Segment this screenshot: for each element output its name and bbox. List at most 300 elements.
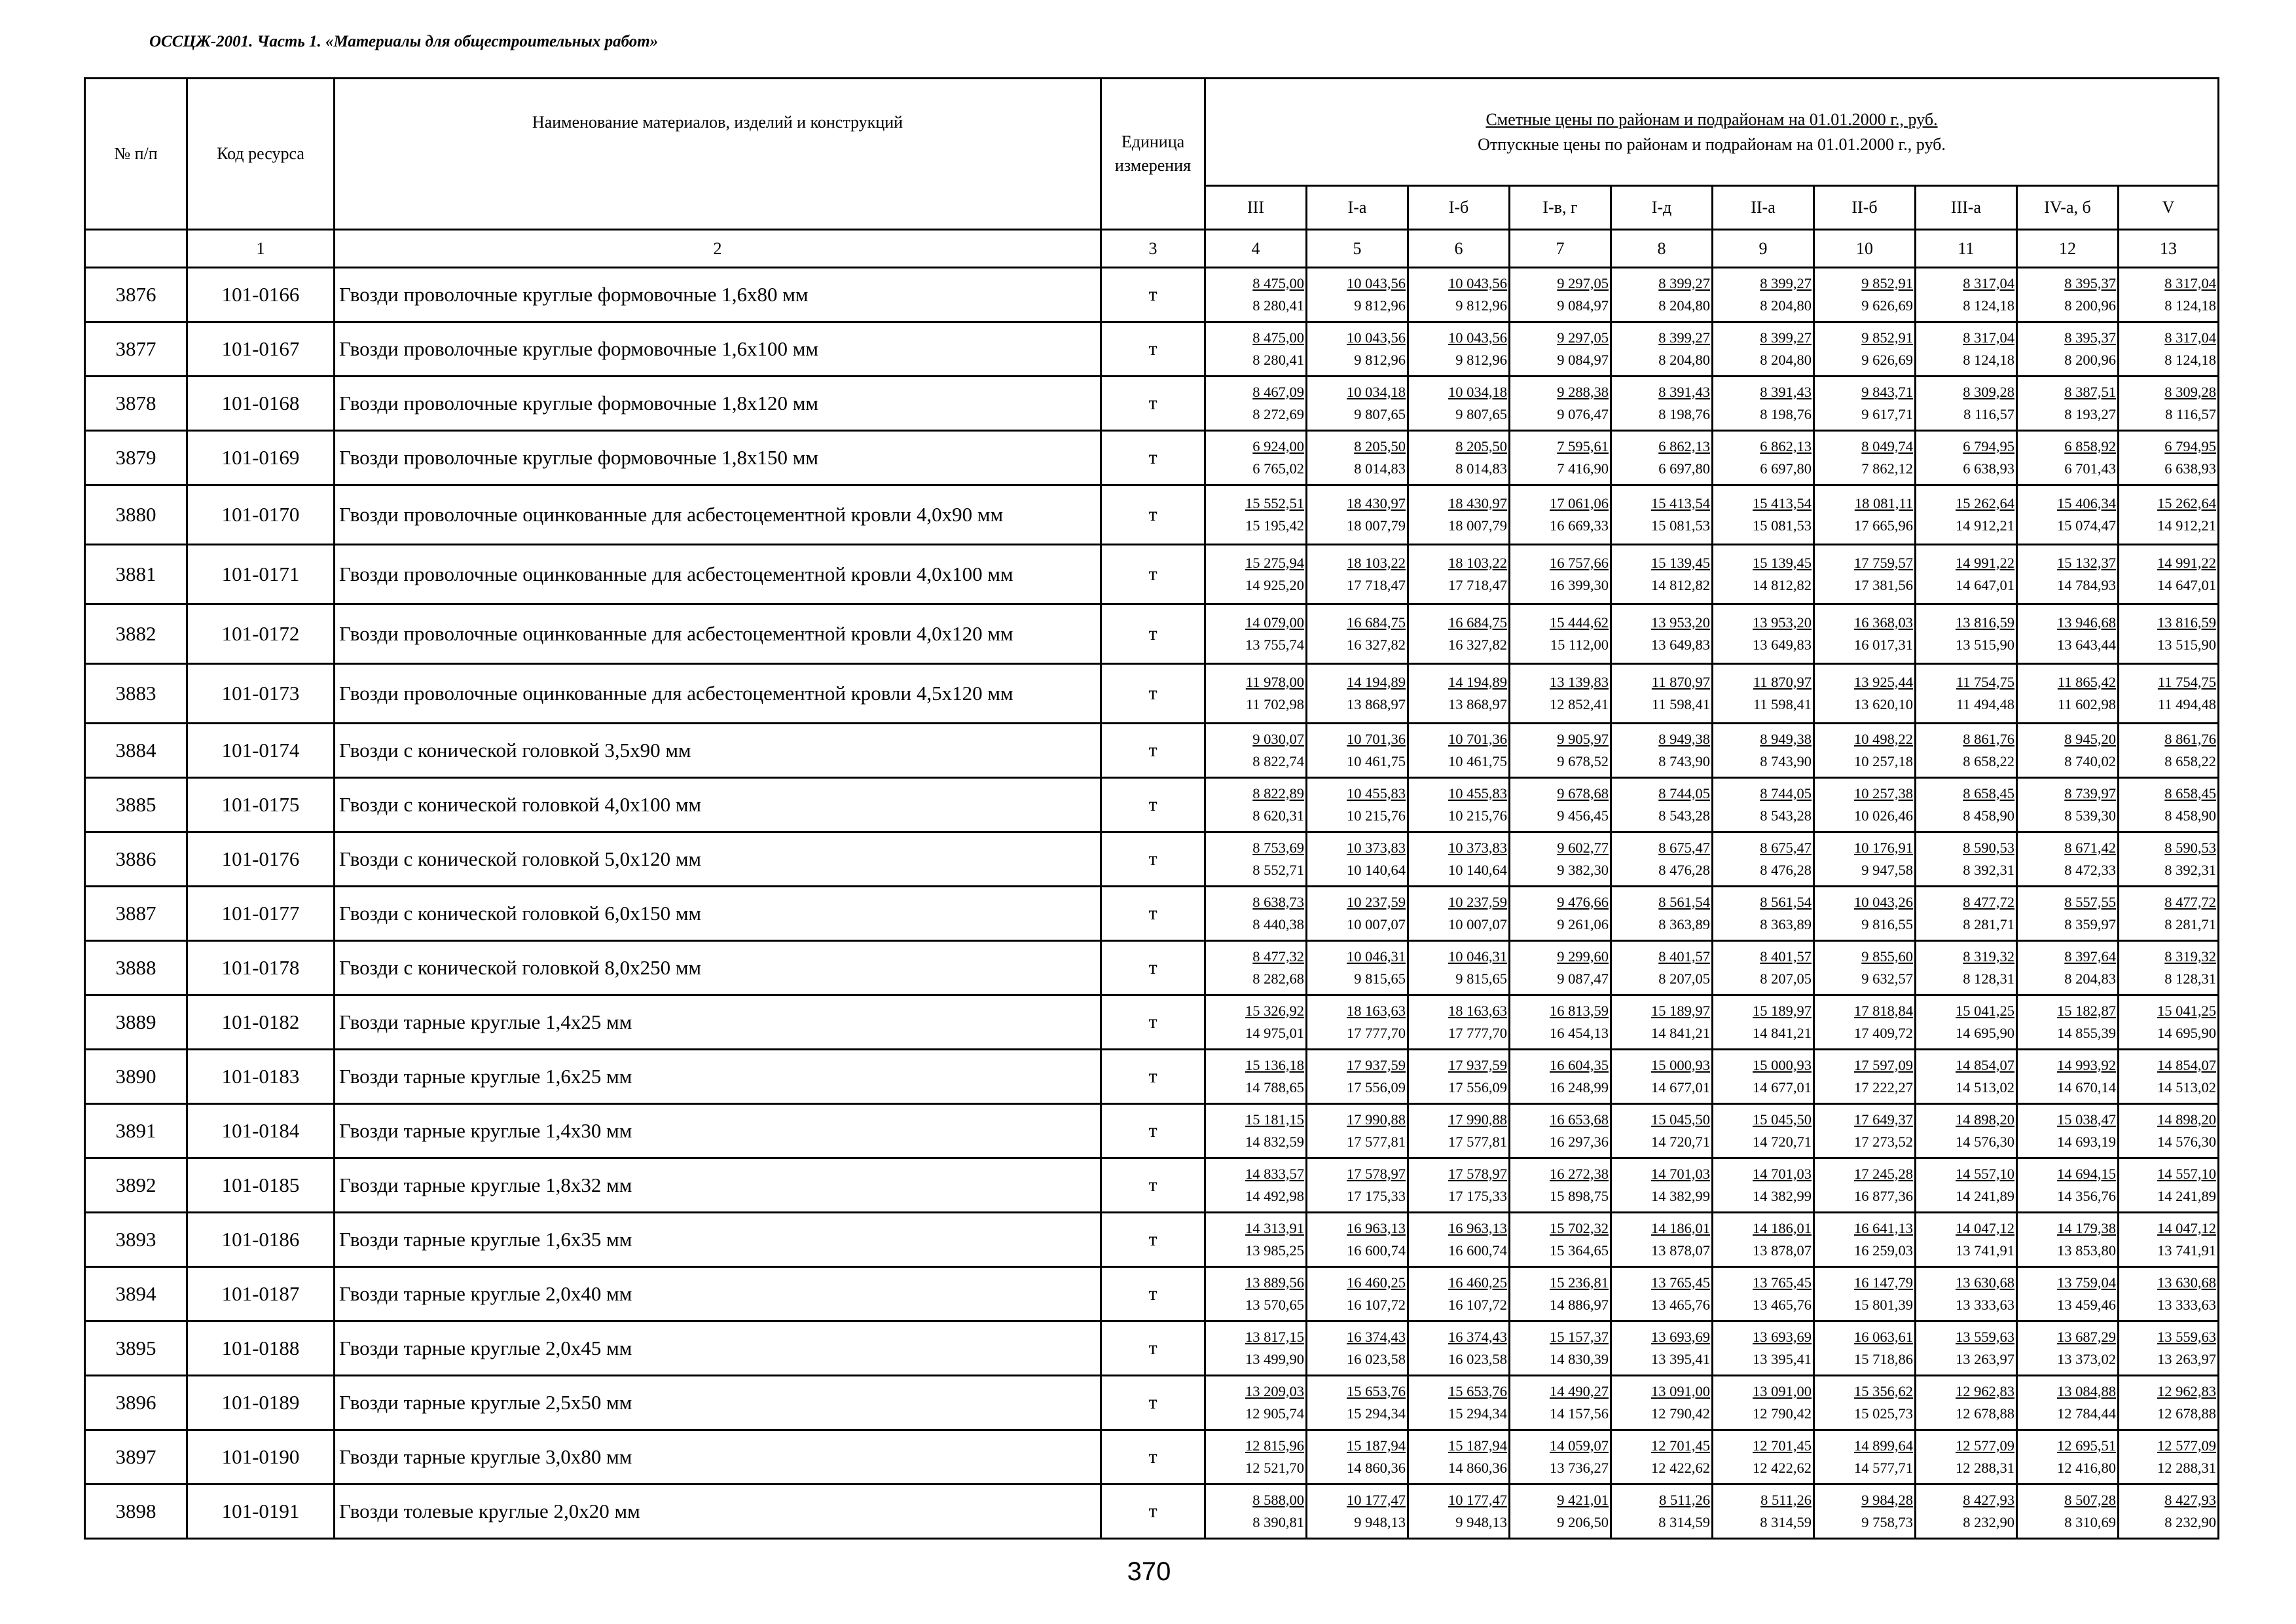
price-cell [1814, 545, 1916, 604]
price-cell [2017, 604, 2119, 664]
column-number: 6 [1408, 230, 1510, 268]
estimated-price: 17 578,97 [1347, 1165, 1406, 1182]
release-price: 14 647,01 [2157, 577, 2217, 593]
release-price: 14 841,21 [1651, 1025, 1710, 1041]
estimated-price: 18 103,22 [1448, 554, 1507, 571]
release-price: 17 718,47 [1448, 577, 1507, 593]
release-price: 16 600,74 [1448, 1242, 1507, 1259]
price-cell [1611, 1430, 1713, 1485]
price-cell [1916, 724, 2017, 778]
estimated-price: 13 693,69 [1753, 1328, 1812, 1345]
material-name: Гвозди проволочные оцинкованные для асбестоцементной кровли 4,0х120 мм [335, 604, 1101, 664]
release-price: 6 638,93 [1963, 460, 2014, 477]
price-cell [1307, 377, 1408, 431]
price-cell [2017, 1213, 2119, 1267]
estimated-price: 13 559,63 [2157, 1328, 2217, 1345]
estimated-price: 9 852,91 [1861, 274, 1913, 291]
row-number: 3883 [85, 664, 187, 724]
unit: т [1101, 1158, 1205, 1213]
estimated-price: 13 630,68 [1956, 1274, 2014, 1291]
release-price: 15 718,86 [1854, 1351, 1913, 1367]
release-price: 17 175,33 [1347, 1188, 1406, 1204]
estimated-price: 8 588,00 [1252, 1491, 1304, 1508]
price-cell [1916, 1321, 2017, 1376]
estimated-price: 12 577,09 [1956, 1437, 2014, 1454]
estimated-price: 8 319,32 [2164, 948, 2217, 965]
release-price: 14 788,65 [1245, 1079, 1304, 1096]
table-row [85, 664, 2219, 724]
estimated-price: 8 319,32 [1963, 948, 2014, 965]
release-price: 13 741,91 [2157, 1242, 2217, 1259]
estimated-price: 9 288,38 [1557, 383, 1609, 400]
estimated-price: 10 237,59 [1448, 893, 1507, 910]
estimated-price: 8 477,32 [1252, 948, 1304, 965]
release-price: 8 280,41 [1252, 352, 1304, 368]
release-price: 14 855,39 [2057, 1025, 2116, 1041]
price-cell [1205, 268, 1307, 322]
release-price: 16 107,72 [1347, 1297, 1406, 1313]
price-cell [1916, 1213, 2017, 1267]
release-price: 6 701,43 [2064, 460, 2116, 477]
estimated-price: 17 245,28 [1854, 1165, 1913, 1182]
estimated-price: 15 187,94 [1448, 1437, 1507, 1454]
estimated-price: 10 701,36 [1448, 730, 1507, 747]
price-cell [1814, 778, 1916, 832]
estimated-price: 16 653,68 [1550, 1111, 1609, 1128]
price-cell [2017, 1430, 2119, 1485]
estimated-price: 8 557,55 [2064, 893, 2116, 910]
price-cell [1408, 431, 1510, 485]
estimated-price: 15 189,97 [1651, 1002, 1710, 1019]
price-cell [1510, 1050, 1611, 1104]
price-cell [1307, 1485, 1408, 1539]
release-price: 14 157,56 [1550, 1405, 1609, 1422]
release-price: 14 784,93 [2057, 577, 2116, 593]
price-cell [1814, 1430, 1916, 1485]
release-price: 15 081,53 [1753, 517, 1812, 534]
resource-code: 101-0178 [187, 941, 335, 995]
release-price: 9 084,97 [1557, 297, 1609, 314]
estimated-price: 10 046,31 [1347, 948, 1406, 965]
estimated-price: 9 905,97 [1557, 730, 1609, 747]
material-name: Гвозди проволочные круглые формовочные 1,6х100 мм [335, 322, 1101, 377]
estimated-price: 11 870,97 [1753, 673, 1812, 690]
estimated-price: 13 209,03 [1245, 1382, 1304, 1399]
release-price: 13 499,90 [1245, 1351, 1304, 1367]
release-price: 11 494,48 [2157, 696, 2217, 712]
release-price: 13 853,80 [2057, 1242, 2116, 1259]
price-cell [1814, 941, 1916, 995]
table-row [85, 377, 2219, 431]
release-price: 15 294,34 [1448, 1405, 1507, 1422]
resource-code: 101-0171 [187, 545, 335, 604]
release-price: 12 790,42 [1753, 1405, 1812, 1422]
price-cell [1916, 995, 2017, 1050]
estimated-price: 8 949,38 [1760, 730, 1812, 747]
estimated-price: 15 326,92 [1245, 1002, 1304, 1019]
estimated-price: 17 578,97 [1448, 1165, 1507, 1182]
release-price: 8 392,31 [2164, 862, 2217, 878]
release-price: 9 678,52 [1557, 753, 1609, 769]
estimated-price: 15 000,93 [1753, 1056, 1812, 1073]
release-price: 17 556,09 [1347, 1079, 1406, 1096]
estimated-price: 17 937,59 [1347, 1056, 1406, 1073]
resource-code: 101-0184 [187, 1104, 335, 1158]
row-number: 3897 [85, 1430, 187, 1485]
release-price: 9 626,69 [1861, 352, 1913, 368]
region-header: I-а [1307, 186, 1408, 230]
estimated-price: 12 701,45 [1753, 1437, 1812, 1454]
table-row [85, 1213, 2219, 1267]
price-cell [1510, 1485, 1611, 1539]
estimated-price: 15 262,64 [2157, 494, 2217, 511]
price-cell [2017, 431, 2119, 485]
release-price: 14 812,82 [1753, 577, 1812, 593]
column-number: 8 [1611, 230, 1713, 268]
resource-code: 101-0172 [187, 604, 335, 664]
estimated-price: 10 043,56 [1347, 329, 1406, 346]
estimated-price: 8 675,47 [1760, 839, 1812, 856]
estimated-price: 10 034,18 [1448, 383, 1507, 400]
estimated-price: 8 671,42 [2064, 839, 2116, 856]
estimated-price: 16 374,43 [1448, 1328, 1507, 1345]
release-price: 8 310,69 [2064, 1514, 2116, 1530]
price-cell [1307, 887, 1408, 941]
estimated-price: 16 963,13 [1347, 1219, 1406, 1236]
estimated-price: 14 490,27 [1550, 1382, 1609, 1399]
release-price: 9 812,96 [1455, 352, 1507, 368]
release-price: 8 472,33 [2064, 862, 2116, 878]
price-cell [1205, 1104, 1307, 1158]
estimated-price: 8 391,43 [1658, 383, 1710, 400]
column-number: 7 [1510, 230, 1611, 268]
release-price: 8 200,96 [2064, 352, 2116, 368]
release-price: 17 175,33 [1448, 1188, 1507, 1204]
release-price: 16 017,31 [1854, 637, 1913, 653]
release-price: 12 790,42 [1651, 1405, 1710, 1422]
release-price: 12 852,41 [1550, 696, 1609, 712]
release-price: 14 830,39 [1550, 1351, 1609, 1367]
estimated-price: 16 272,38 [1550, 1165, 1609, 1182]
estimated-price: 8 395,37 [2064, 329, 2116, 346]
estimated-price: 10 176,91 [1854, 839, 1913, 856]
estimated-price: 8 399,27 [1658, 274, 1710, 291]
estimated-price: 8 753,69 [1252, 839, 1304, 856]
price-cell [1814, 268, 1916, 322]
region-header: II-а [1713, 186, 1814, 230]
estimated-price: 10 455,83 [1347, 784, 1406, 802]
release-price: 14 832,59 [1245, 1134, 1304, 1150]
release-price: 8 116,57 [2165, 406, 2217, 422]
price-cell [1307, 1213, 1408, 1267]
estimated-price: 16 063,61 [1854, 1328, 1913, 1345]
release-price: 8 014,83 [1455, 460, 1507, 477]
row-number: 3895 [85, 1321, 187, 1376]
release-price: 8 232,90 [1963, 1514, 2014, 1530]
price-cell [2017, 1485, 2119, 1539]
price-cell [2119, 604, 2219, 664]
price-cell [1510, 995, 1611, 1050]
release-price: 8 658,22 [1963, 753, 2014, 769]
release-price: 16 023,58 [1347, 1351, 1406, 1367]
price-cell [1916, 604, 2017, 664]
row-number: 3898 [85, 1485, 187, 1539]
estimated-price: 14 854,07 [2157, 1056, 2217, 1073]
estimated-price: 8 309,28 [2164, 383, 2217, 400]
table-row [85, 1267, 2219, 1321]
release-price: 12 288,31 [2157, 1460, 2217, 1476]
table-row [85, 1050, 2219, 1104]
page-number: 370 [1127, 1557, 1171, 1586]
price-table [84, 77, 2219, 1540]
price-cell [2119, 887, 2219, 941]
estimated-price: 17 990,88 [1448, 1111, 1507, 1128]
header-name: Наименование материалов, изделий и конструкций [335, 79, 1101, 230]
material-name: Гвозди тарные круглые 3,0х80 мм [335, 1430, 1101, 1485]
release-price: 9 084,97 [1557, 352, 1609, 368]
release-price: 8 281,71 [2164, 916, 2217, 932]
material-name: Гвозди проволочные оцинкованные для асбестоцементной кровли 4,0х100 мм [335, 545, 1101, 604]
release-price: 8 740,02 [2064, 753, 2116, 769]
price-cell [1713, 995, 1814, 1050]
table-row [85, 545, 2219, 604]
unit: т [1101, 322, 1205, 377]
estimated-price: 17 061,06 [1550, 494, 1609, 511]
estimated-price: 9 421,01 [1557, 1491, 1609, 1508]
price-cell [1408, 377, 1510, 431]
column-number: 4 [1205, 230, 1307, 268]
release-price: 13 395,41 [1651, 1351, 1710, 1367]
material-name: Гвозди тарные круглые 2,0х40 мм [335, 1267, 1101, 1321]
release-price: 14 492,98 [1245, 1188, 1304, 1204]
price-cell [1205, 377, 1307, 431]
release-price: 8 476,28 [1658, 862, 1710, 878]
header-unit: Единица измерения [1101, 79, 1205, 230]
row-number: 3885 [85, 778, 187, 832]
price-cell [1205, 941, 1307, 995]
price-cell [1510, 832, 1611, 887]
price-cell [1611, 1485, 1713, 1539]
estimated-price: 6 794,95 [1963, 437, 2014, 454]
document-header: ОССЦЖ-2001. Часть 1. «Материалы для общестроительных работ» [149, 33, 659, 50]
release-price: 10 026,46 [1854, 807, 1913, 824]
release-price: 8 543,28 [1658, 807, 1710, 824]
release-price: 13 755,74 [1245, 637, 1304, 653]
release-price: 10 257,18 [1854, 753, 1913, 769]
estimated-price: 14 047,12 [2157, 1219, 2217, 1236]
release-price: 8 124,18 [1963, 352, 2014, 368]
estimated-price: 13 630,68 [2157, 1274, 2217, 1291]
unit: т [1101, 995, 1205, 1050]
price-cell [1510, 1376, 1611, 1430]
price-cell [1814, 1213, 1916, 1267]
estimated-price: 15 157,37 [1550, 1328, 1609, 1345]
estimated-price: 8 638,73 [1252, 893, 1304, 910]
price-cell [1408, 995, 1510, 1050]
price-cell [1408, 941, 1510, 995]
estimated-price: 18 430,97 [1448, 494, 1507, 511]
price-cell [2017, 1158, 2119, 1213]
price-cell [1611, 724, 1713, 778]
price-cell [1408, 724, 1510, 778]
material-name: Гвозди проволочные круглые формовочные 1,6х80 мм [335, 268, 1101, 322]
release-price: 17 665,96 [1854, 517, 1913, 534]
price-cell [1611, 1158, 1713, 1213]
release-price: 8 440,38 [1252, 916, 1304, 932]
estimated-price: 13 084,88 [2057, 1382, 2116, 1399]
release-price: 14 860,36 [1448, 1460, 1507, 1476]
release-price: 8 200,96 [2064, 297, 2116, 314]
estimated-price: 9 855,60 [1861, 948, 1913, 965]
price-cell [1510, 268, 1611, 322]
resource-code: 101-0182 [187, 995, 335, 1050]
estimated-price: 10 237,59 [1347, 893, 1406, 910]
release-price: 9 206,50 [1557, 1514, 1609, 1530]
release-price: 16 669,33 [1550, 517, 1609, 534]
price-cell [1916, 1430, 2017, 1485]
release-price: 15 364,65 [1550, 1242, 1609, 1259]
price-cell [1814, 1485, 1916, 1539]
price-cell [1307, 995, 1408, 1050]
region-header: II-б [1814, 186, 1916, 230]
price-cell [2017, 664, 2119, 724]
price-cell [1713, 1267, 1814, 1321]
release-price: 9 947,58 [1861, 862, 1913, 878]
release-price: 12 905,74 [1245, 1405, 1304, 1422]
price-cell [1713, 431, 1814, 485]
price-cell [1611, 941, 1713, 995]
release-price: 8 314,59 [1658, 1514, 1710, 1530]
estimated-price: 13 091,00 [1651, 1382, 1710, 1399]
release-price: 8 363,89 [1760, 916, 1812, 932]
release-price: 14 860,36 [1347, 1460, 1406, 1476]
price-cell [1611, 664, 1713, 724]
estimated-price: 9 602,77 [1557, 839, 1609, 856]
price-cell [1510, 545, 1611, 604]
price-cell [2017, 1104, 2119, 1158]
estimated-price: 8 399,27 [1760, 274, 1812, 291]
estimated-price: 10 043,56 [1347, 274, 1406, 291]
release-price: 8 476,28 [1760, 862, 1812, 878]
price-cell [2017, 778, 2119, 832]
release-price: 7 862,12 [1861, 460, 1913, 477]
price-cell [1814, 1267, 1916, 1321]
row-number: 3889 [85, 995, 187, 1050]
release-price: 8 124,18 [2164, 352, 2217, 368]
estimated-price: 9 030,07 [1252, 730, 1304, 747]
release-price: 8 282,68 [1252, 970, 1304, 987]
price-cell [1205, 1267, 1307, 1321]
estimated-price: 16 460,25 [1347, 1274, 1406, 1291]
estimated-price: 18 163,63 [1347, 1002, 1406, 1019]
release-price: 13 878,07 [1651, 1242, 1710, 1259]
release-price: 13 465,76 [1651, 1297, 1710, 1313]
release-price: 14 382,99 [1651, 1188, 1710, 1204]
release-price: 14 576,30 [2157, 1134, 2217, 1150]
material-name: Гвозди с конической головкой 3,5х90 мм [335, 724, 1101, 778]
price-cell [1916, 1267, 2017, 1321]
price-cell [1510, 1267, 1611, 1321]
column-number: 10 [1814, 230, 1916, 268]
price-cell [1814, 995, 1916, 1050]
estimated-price: 8 945,20 [2064, 730, 2116, 747]
estimated-price: 6 794,95 [2164, 437, 2217, 454]
row-number: 3886 [85, 832, 187, 887]
price-cell [2017, 268, 2119, 322]
estimated-price: 14 047,12 [1956, 1219, 2014, 1236]
estimated-price: 6 858,92 [2064, 437, 2116, 454]
unit: т [1101, 941, 1205, 995]
estimated-price: 15 139,45 [1651, 554, 1710, 571]
resource-code: 101-0188 [187, 1321, 335, 1376]
price-cell [2119, 431, 2219, 485]
price-cell [1916, 832, 2017, 887]
price-cell [1307, 832, 1408, 887]
price-cell [1510, 1158, 1611, 1213]
price-cell [1713, 322, 1814, 377]
price-cell [2017, 1376, 2119, 1430]
release-price: 13 868,97 [1448, 696, 1507, 712]
price-cell [1408, 1485, 1510, 1539]
price-cell [1814, 1050, 1916, 1104]
price-cell [1510, 1321, 1611, 1376]
region-header: IV-а, б [2017, 186, 2119, 230]
price-cell [2017, 322, 2119, 377]
estimated-price: 15 187,94 [1347, 1437, 1406, 1454]
price-cell [1408, 485, 1510, 545]
region-header: I-д [1611, 186, 1713, 230]
release-price: 10 461,75 [1448, 753, 1507, 769]
release-price: 12 422,62 [1753, 1460, 1812, 1476]
price-cell [1205, 322, 1307, 377]
estimated-price: 12 701,45 [1651, 1437, 1710, 1454]
release-price: 14 577,71 [1854, 1460, 1913, 1476]
estimated-price: 10 043,56 [1448, 274, 1507, 291]
estimated-price: 10 455,83 [1448, 784, 1507, 802]
release-price: 9 626,69 [1861, 297, 1913, 314]
price-cell [2119, 778, 2219, 832]
estimated-price: 8 658,45 [1963, 784, 2014, 802]
price-cell [1408, 1267, 1510, 1321]
release-price: 14 720,71 [1753, 1134, 1812, 1150]
resource-code: 101-0187 [187, 1267, 335, 1321]
price-cell [1713, 1158, 1814, 1213]
release-price: 15 801,39 [1854, 1297, 1913, 1313]
estimated-price: 15 045,50 [1651, 1111, 1710, 1128]
price-cell [1408, 1213, 1510, 1267]
price-cell [1205, 1321, 1307, 1376]
table-row [85, 322, 2219, 377]
price-cell [1916, 1050, 2017, 1104]
material-name: Гвозди толевые круглые 2,0х20 мм [335, 1485, 1101, 1539]
price-cell [1916, 1485, 2017, 1539]
price-cell [1713, 604, 1814, 664]
price-cell [1611, 1267, 1713, 1321]
table-row [85, 431, 2219, 485]
unit: т [1101, 664, 1205, 724]
price-cell [1814, 377, 1916, 431]
row-number: 3880 [85, 485, 187, 545]
price-cell [1510, 724, 1611, 778]
table-row [85, 995, 2219, 1050]
column-number [85, 230, 187, 268]
release-price: 8 658,22 [2164, 753, 2217, 769]
price-cell [1510, 322, 1611, 377]
price-cell [1205, 664, 1307, 724]
estimated-price: 9 476,66 [1557, 893, 1609, 910]
estimated-price: 9 852,91 [1861, 329, 1913, 346]
release-price: 8 128,31 [1963, 970, 2014, 987]
